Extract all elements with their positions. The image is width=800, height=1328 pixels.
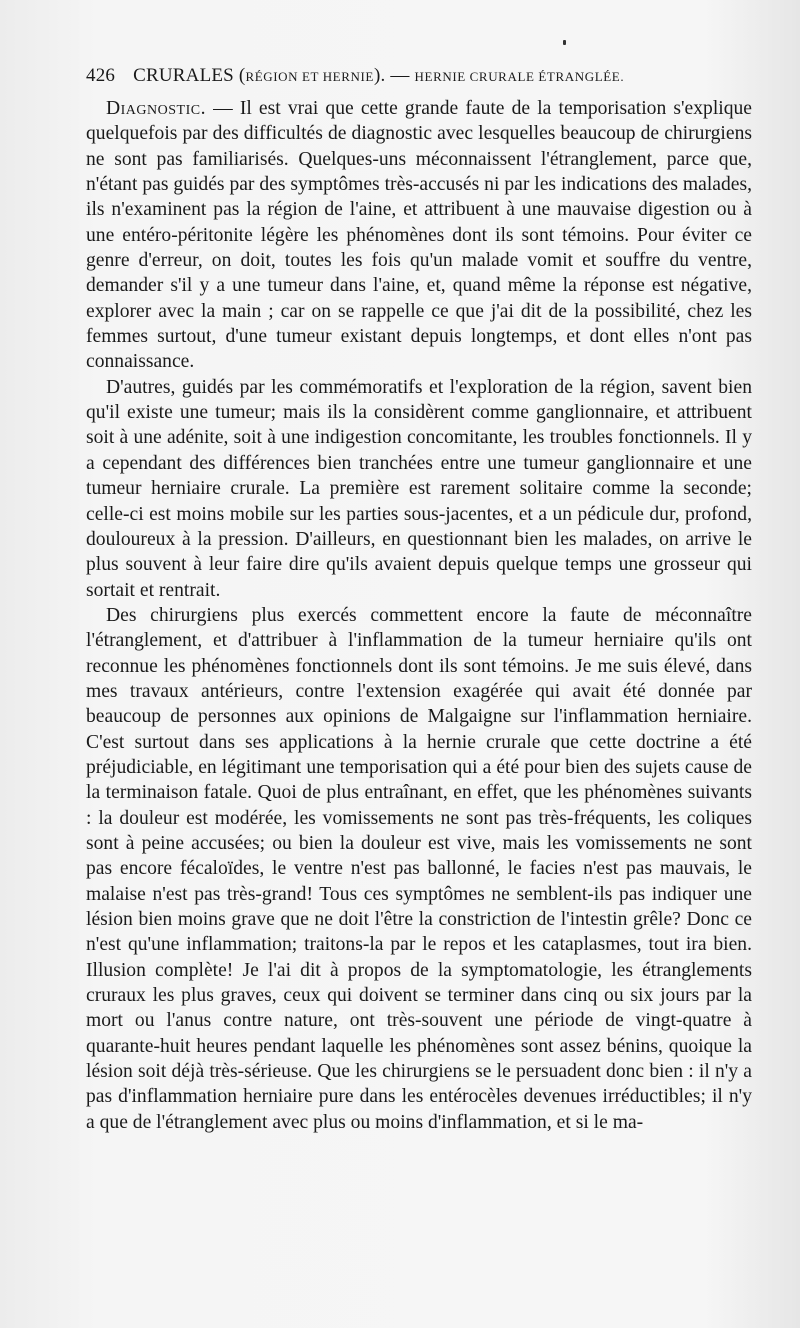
paragraph-1-text: — Il est vrai que cette grande faute de la temporisation s'explique quelquefois par des difficultés de diagnostic avec lesquelles beaucoup de chirurgiens ne sont pas familiarisés. Quelques-uns méconnaissent l'étranglement, parce que, n'étant pas guidés par des symptômes très-accusés ni par les indications des malades, ils n'examinent pas la région de l'aine, et attribuent à une mauvaise digestion ou à une entéro-péritonite légère les phénomènes dont ils sont témoins. Pour éviter ce genre d'erreur, on doit, toutes les fois qu'un malade vomit et souffre du ventre, demander s'il y a une tumeur dans l'aine, et, quand même la réponse est négative, explorer avec la main ; car on se rappelle ce que j'ai dit de la possibilité, chez les femmes surtout, d'une tumeur existant depuis longtemps, et dont elles n'ont pas connaissance. — [86, 98, 752, 373]
running-header — [86, 64, 756, 88]
page-number: 426 — [86, 65, 116, 86]
section-lead: Diagnostic. — [106, 98, 206, 119]
header-dash: — — [385, 65, 415, 86]
paragraph-2: D'autres, guidés par les commémoratifs et l'exploration de la région, savent bien qu'il existe une tumeur; mais ils la considèrent comme ganglionnaire, et attribuent soit à une adénite, soit à une indigestion concomitante, les troubles fonctionnels. Il y a cependant des différences bien tranchées entre une tumeur ganglionnaire et une tumeur herniaire crurale. La première est rarement solitaire comme la seconde; celle-ci est moins mobile sur les parties sous-jacentes, et a un pédicule dur, profond, douloureux à la pression. D'ailleurs, en questionnant bien les malades, on arrive le plus souvent à leur faire dire qu'ils avaient depuis quelque temps une grosseur qui sortait et rentrait. — [86, 376, 752, 601]
running-title: HERNIE CRURALE ÉTRANGLÉE. — [414, 69, 625, 84]
paragraph-1 — [86, 96, 752, 375]
body-text — [86, 96, 752, 1135]
header-title-main: CRURALES — [133, 65, 234, 86]
header-title-close: ). — [373, 65, 386, 86]
header-title-open: ( — [233, 65, 246, 86]
ink-speck — [563, 40, 566, 45]
paragraph-3: Des chirurgiens plus exercés commettent encore la faute de méconnaître l'étranglement, et d'attribuer à l'inflammation de la tumeur herniaire qu'ils ont reconnue les phénomènes fonctionnels dont ils sont témoins. Je me suis élevé, dans mes travaux antérieurs, contre l'extension exagérée qui avait été donnée par beaucoup de personnes aux opinions de Malgaigne sur l'inflammation herniaire. C'est surtout dans ses applications à la hernie crurale que cette doctrine a été préjudiciable, en légitimant une temporisation qui a été pour bien des sujets cause de la terminaison fatale. Quoi de plus entraînant, en effet, que les phénomènes suivants : la douleur est modérée, les vomissements ne sont pas très-fréquents, les coliques sont à peine accusées; ou bien la douleur est vive, mais les vomissements ne sont pas encore fécaloïdes, le ventre n'est pas ballonné, le facies n'est pas mauvais, le malaise n'est pas très-grand! Tous ces symptômes ne semblent-ils pas indiquer une lésion bien moins grave que ne doit l'être la constriction de l'intestin grêle? Donc ce n'est qu'une inflammation; traitons-la par le repos et les cataplasmes, tout ira bien. Illusion complète! Je l'ai dit à propos de la symptomatologie, les étranglements cruraux les plus graves, ceux qui doivent se terminer dans cinq ou six jours par la mort ou l'anus contre nature, ont très-souvent une période de vingt-quatre à quarante-huit heures pendant laquelle les phénomènes sont assez bénins, quoique la lésion soit déjà très-sérieuse. Que les chirurgiens se le persuadent donc bien : il n'y a pas d'inflammation herniaire pure dans les entérocèles devenues irréductibles; il n'y a que de l'étranglement avec plus ou moins d'inflammation, et si le ma- — [86, 604, 752, 1133]
header-title-smallcaps: RÉGION ET HERNIE — [245, 69, 374, 84]
